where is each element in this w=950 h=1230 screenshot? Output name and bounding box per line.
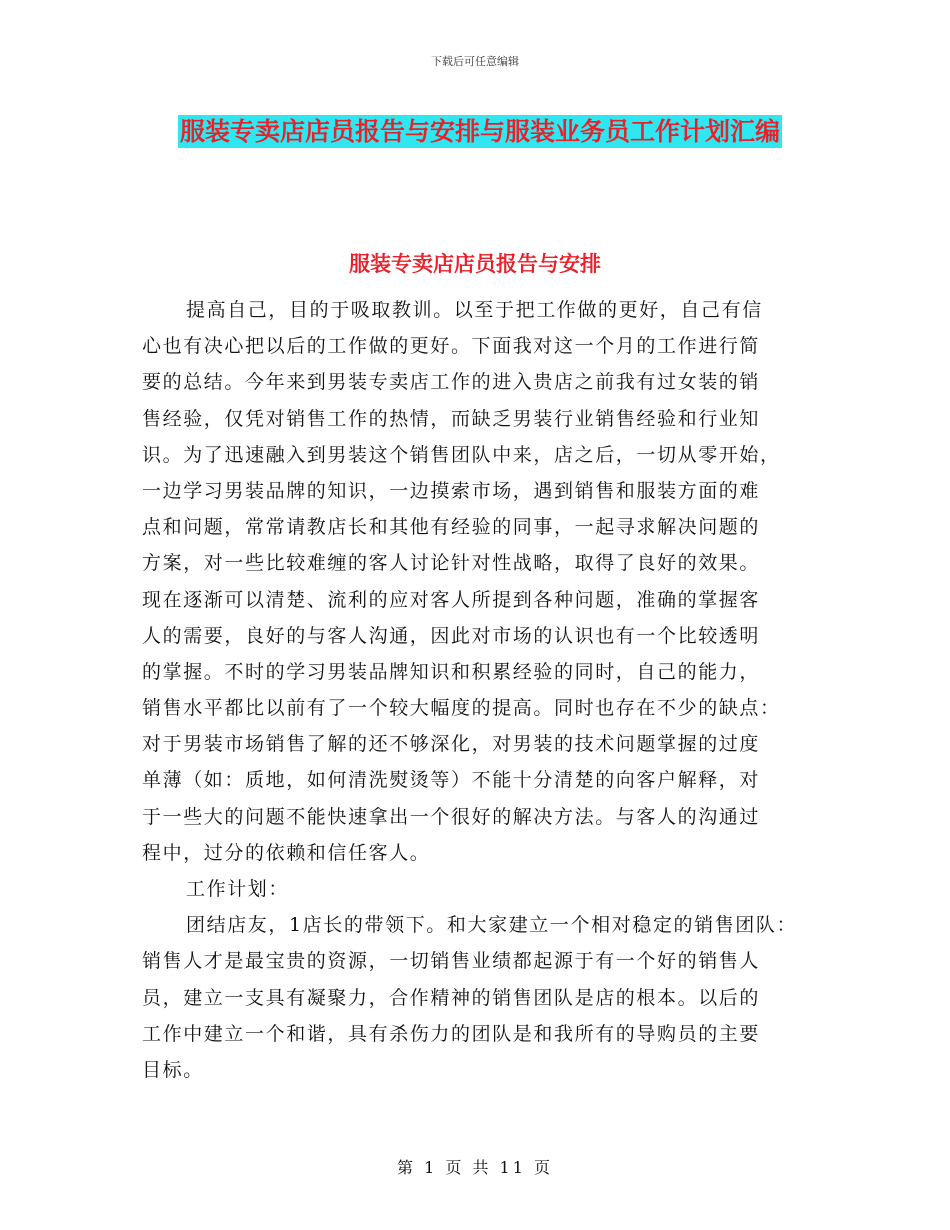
body-line: 程中，过分的依赖和信任客人。 [142,841,431,864]
body-line: 目标。 [142,1058,204,1081]
header-note: 下载后可任意编辑 [431,55,519,68]
body-line: 售经验，仅凭对销售工作的热情，而缺乏男装行业销售经验和行业知 [142,407,761,430]
body-line: 点和问题，常常请教店长和其他有经验的同事，一起寻求解决问题的 [142,516,761,539]
body-line: 员，建立一支具有凝聚力，合作精神的销售团队是店的根本。以后的 [142,986,761,1009]
body-line: 要的总结。今年来到男装专卖店工作的进入贵店之前我有过女装的销 [142,371,761,394]
body-line: 团结店友，1店长的带领下。和大家建立一个相对稳定的销售团队： [186,914,798,937]
body-text [142,292,832,1088]
body-line: 销售人才是最宝贵的资源，一切销售业绩都起源于有一个好的销售人 [142,950,761,973]
document-title [140,110,820,154]
document-title-text: 服装专卖店店员报告与安排与服装业务员工作计划汇编 [179,117,780,146]
body-line: 单薄（如：质地，如何清洗熨烫等）不能十分清楚的向客户解释，对 [142,769,761,792]
section-title: 服装专卖店店员报告与安排 [349,252,601,276]
body-line: 识。为了迅速融入到男装这个销售团队中来，店之后，一切从零开始， [142,443,781,466]
body-line: 现在逐渐可以清楚、流利的应对客人所提到各种问题，准确的掌握客 [142,588,761,611]
body-line: 对于男装市场销售了解的还不够深化，对男装的技术问题掌握的过度 [142,733,761,756]
body-line: 提高自己，目的于吸取教训。以至于把工作做的更好，自己有信 [186,299,763,321]
body-line: 一边学习男装品牌的知识，一边摸索市场，遇到销售和服装方面的难 [142,479,761,502]
body-line: 方案，对一些比较难缠的客人讨论针对性战略，取得了良好的效果。 [142,552,761,575]
body-line: 工作中建立一个和谐，具有杀伤力的团队是和我所有的导购员的主要 [142,1022,761,1045]
body-line: 销售水平都比以前有了一个较大幅度的提高。同时也存在不少的缺点： [142,697,781,720]
body-line: 于一些大的问题不能快速拿出一个很好的解决方法。与客人的沟通过 [142,805,761,828]
body-line: 的掌握。不时的学习男装品牌知识和积累经验的同时，自己的能力， [142,660,761,683]
body-line: 工作计划： [186,878,290,900]
body-line: 人的需要，良好的与客人沟通，因此对市场的认识也有一个比较透明 [142,624,761,647]
body-line: 心也有决心把以后的工作做的更好。下面我对这一个月的工作进行简 [142,335,761,358]
page-footer: 第 1 页 共 11 页 [397,1158,553,1177]
